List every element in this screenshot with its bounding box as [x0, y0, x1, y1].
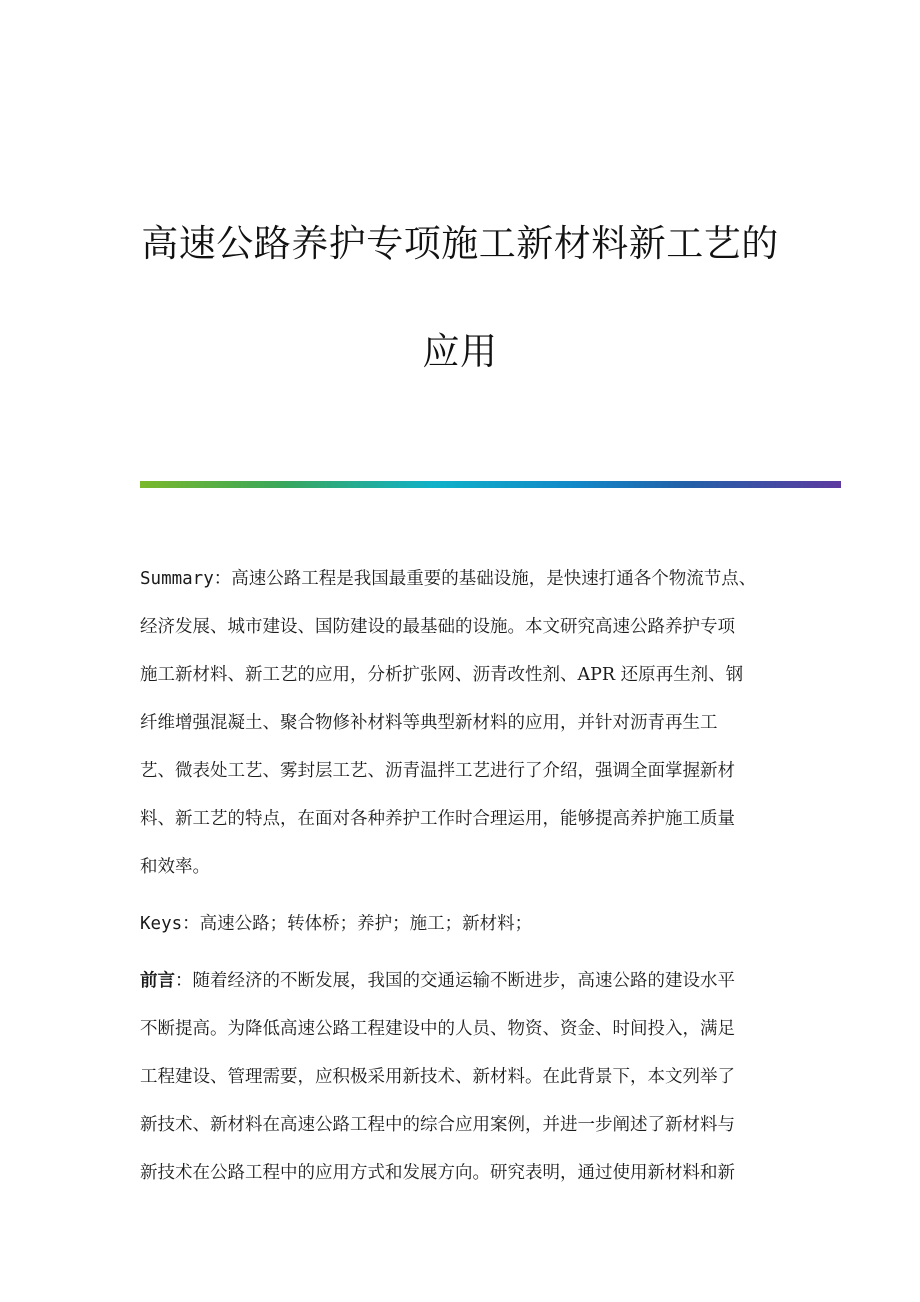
- intro-line: 新技术在公路工程中的应用方式和发展方向。研究表明，通过使用新材料和新: [140, 1163, 735, 1183]
- summary-section: [140, 555, 772, 891]
- keywords-line: [140, 900, 772, 948]
- summary-line: 和效率。: [140, 857, 210, 877]
- keywords-section: [140, 900, 772, 948]
- summary-line: 艺、微表处工艺、雾封层工艺、沥青温拌工艺进行了介绍，强调全面掌握新材: [140, 761, 735, 781]
- keywords-text: 高速公路；转体桥；养护；施工；新材料；: [199, 914, 533, 934]
- title-line-2: 应用: [422, 330, 498, 373]
- intro-label: 前言: [140, 971, 175, 991]
- summary-line: 施工新材料、新工艺的应用，分析扩张网、沥青改性剂、APR 还原再生剂、钢: [140, 665, 744, 685]
- intro-section: [140, 957, 772, 1197]
- summary-line: 料、新工艺的特点，在面对各种养护工作时合理运用，能够提高养护施工质量: [140, 809, 735, 829]
- summary-line: 纤维增强混凝土、聚合物修补材料等典型新材料的应用，并针对沥青再生工: [140, 713, 718, 733]
- summary-line: 经济发展、城市建设、国防建设的最基础的设施。本文研究高速公路养护专项: [140, 617, 735, 637]
- paper-title: [80, 190, 840, 406]
- intro-line: 前言：随着经济的不断发展，我国的交通运输不断进步，高速公路的建设水平: [140, 971, 735, 991]
- summary-line: Summary：高速公路工程是我国最重要的基础设施，是快速打通各个物流节点、: [140, 569, 757, 589]
- gradient-divider: [140, 481, 841, 488]
- keywords-label: Keys：: [140, 914, 200, 934]
- title-line-1: 高速公路养护专项施工新材料新工艺的: [141, 222, 779, 265]
- intro-line: 不断提高。为降低高速公路工程建设中的人员、物资、资金、时间投入，满足: [140, 1019, 735, 1039]
- intro-line: 工程建设、管理需要，应积极采用新技术、新材料。在此背景下，本文列举了: [140, 1067, 735, 1087]
- intro-line: 新技术、新材料在高速公路工程中的综合应用案例，并进一步阐述了新材料与: [140, 1115, 735, 1135]
- summary-label: Summary：: [140, 569, 232, 589]
